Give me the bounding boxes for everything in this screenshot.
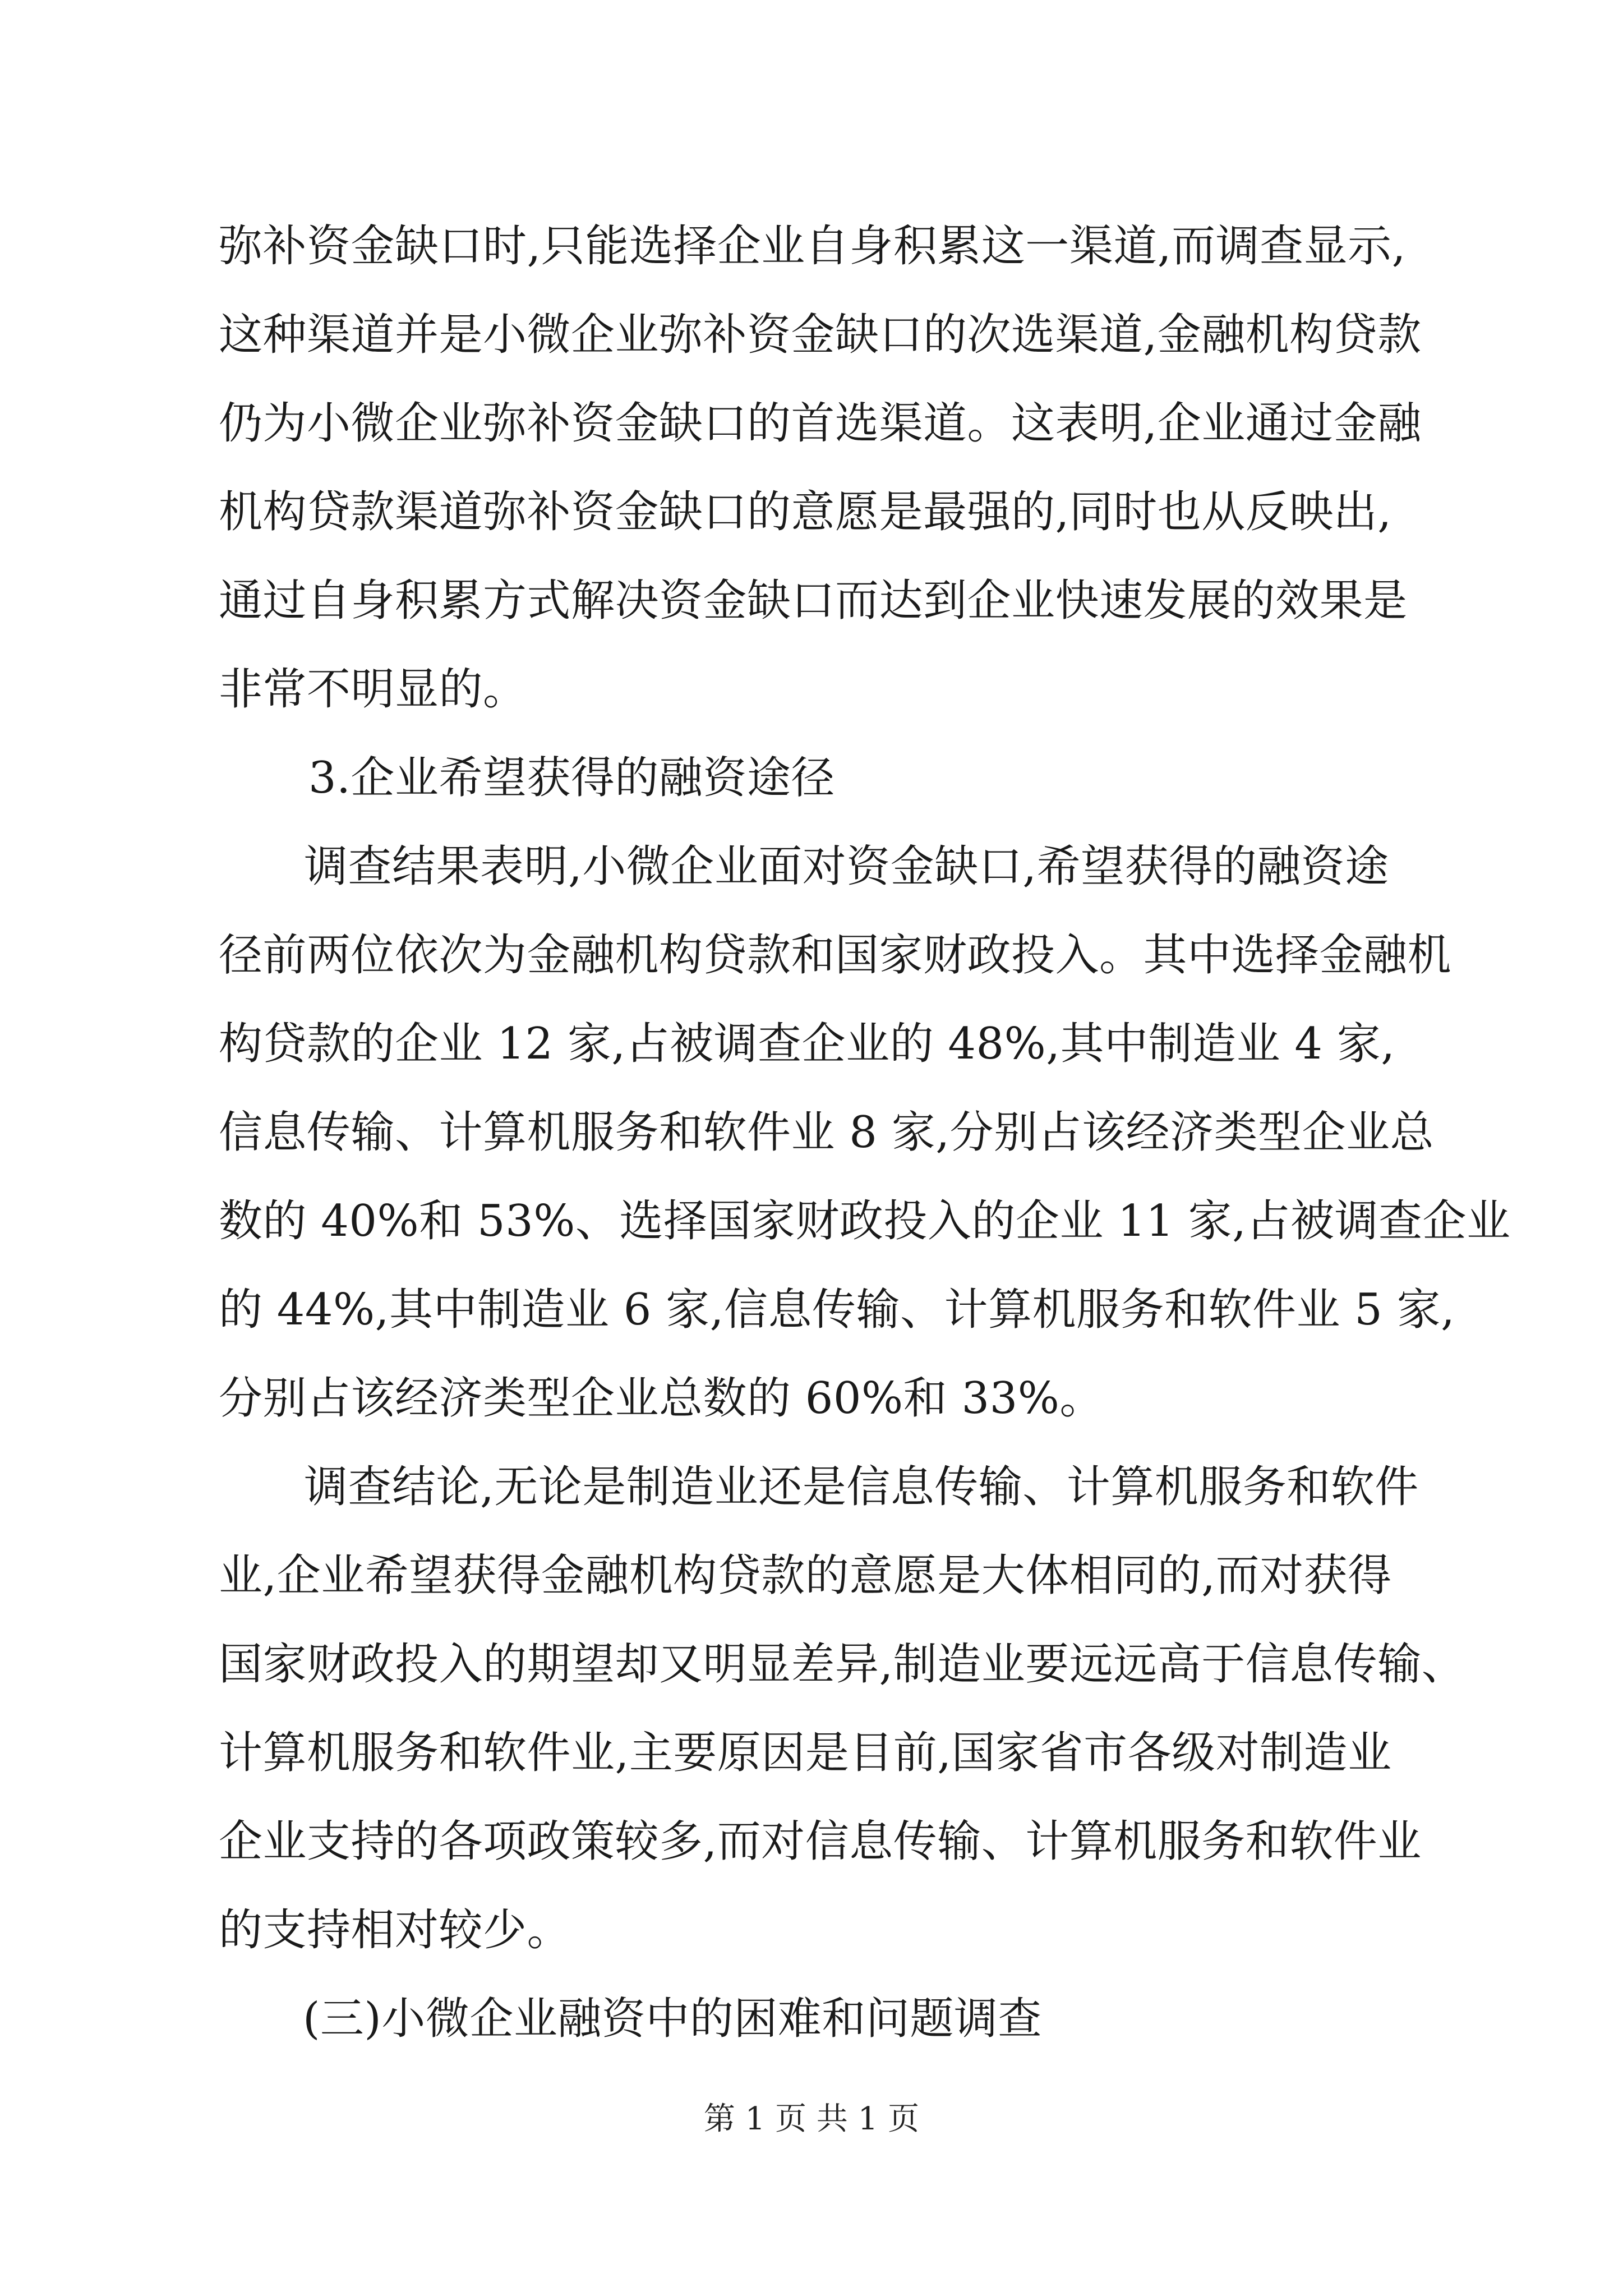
text-line: 企业支持的各项政策较多,而对信息传输、计算机服务和软件业 <box>219 1816 1422 1867</box>
text-line: 仍为小微企业弥补资金缺口的首选渠道。这表明,企业通过金融 <box>219 398 1422 449</box>
section-heading: (三)小微企业融资中的困难和问题调查 <box>303 1994 1042 2044</box>
text-line: 分别占该经济类型企业总数的 60%和 33%。 <box>219 1373 1104 1424</box>
text-line: 径前两位依次为金融机构贷款和国家财政投入。其中选择金融机 <box>219 930 1452 981</box>
text-line: 弥补资金缺口时,只能选择企业自身积累这一渠道,而调查显示, <box>219 221 1406 272</box>
document-body <box>219 221 1511 2086</box>
text-line: 机构贷款渠道弥补资金缺口的意愿是最强的,同时也从反映出, <box>219 487 1392 537</box>
text-line: 国家财政投入的期望却又明显差异,制造业要远远高于信息传输、 <box>219 1639 1466 1690</box>
text-line: 构贷款的企业 12 家,占被调查企业的 48%,其中制造业 4 家, <box>219 1019 1395 1069</box>
text-line: 信息传输、计算机服务和软件业 8 家,分别占该经济类型企业总 <box>219 1107 1435 1158</box>
subheading: 3.企业希望获得的融资途径 <box>308 753 835 803</box>
paragraph-first-line: 调查结果表明,小微企业面对资金缺口,希望获得的融资途 <box>304 841 1389 892</box>
text-line: 通过自身积累方式解决资金缺口而达到企业快速发展的效果是 <box>219 576 1408 626</box>
text-line: 这种渠道并是小微企业弥补资金缺口的次选渠道,金融机构贷款 <box>219 310 1422 360</box>
text-line: 业,企业希望获得金融机构贷款的意愿是大体相同的,而对获得 <box>219 1550 1392 1601</box>
text-line: 的 44%,其中制造业 6 家,信息传输、计算机服务和软件业 5 家, <box>219 1285 1455 1335</box>
page-footer: 第 1 页 共 1 页 <box>703 2101 920 2137</box>
paragraph-first-line: 调查结论,无论是制造业还是信息传输、计算机服务和软件 <box>304 1462 1419 1512</box>
text-line: 的支持相对较少。 <box>219 1905 571 1955</box>
text-line: 数的 40%和 53%、选择国家财政投入的企业 11 家,占被调查企业 <box>219 1196 1511 1246</box>
text-line: 非常不明显的。 <box>219 664 527 715</box>
text-line: 计算机服务和软件业,主要原因是目前,国家省市各级对制造业 <box>219 1728 1392 1778</box>
